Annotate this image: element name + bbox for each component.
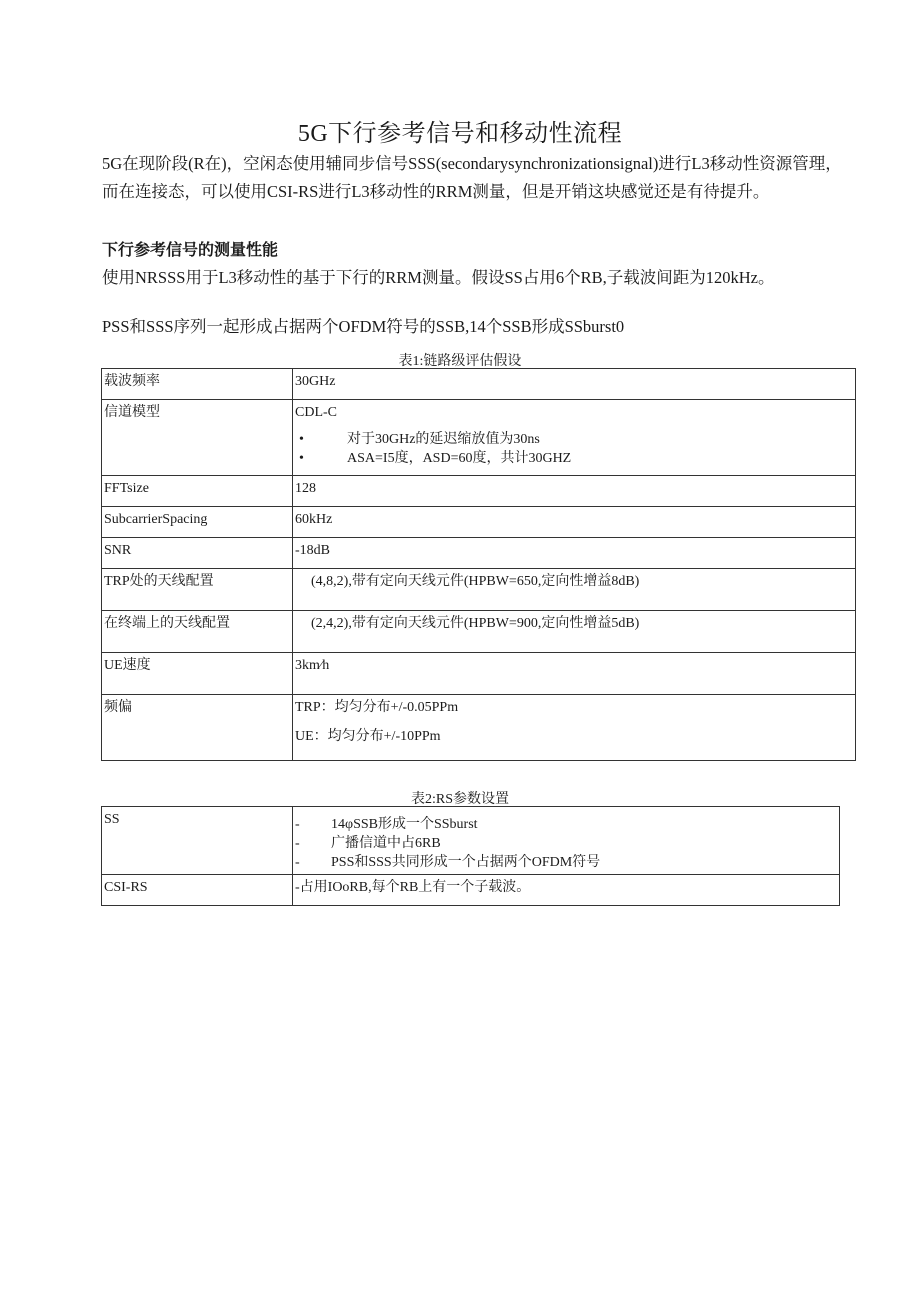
table-cell-label: TRP处的天线配置 <box>102 569 293 611</box>
dash-marker: - <box>295 855 300 870</box>
document-title: 5G下行参考信号和移动性流程 <box>297 121 623 147</box>
table-row <box>102 369 856 400</box>
list-item <box>295 430 853 449</box>
table-cell-value: 60kHz <box>293 507 856 538</box>
table-row <box>102 538 856 569</box>
bullet-marker: • <box>299 451 304 466</box>
table2-caption: 表2:RS参数设置 <box>410 792 509 807</box>
list-item <box>295 815 837 834</box>
table-row <box>102 611 856 653</box>
table-cell-label: FFTsize <box>102 476 293 507</box>
table-cell-value: -18dB <box>293 538 856 569</box>
bullet-text: 对于30GHz的延迟缩放值为30ns <box>347 432 540 447</box>
dash-marker: - <box>295 817 300 832</box>
table-row <box>102 400 856 476</box>
table-cell-value: (4,8,2),带有定向天线元件(HPBW=650,定向性增益8dB) <box>293 569 856 611</box>
link-level-assumptions-table <box>101 368 856 761</box>
table-row <box>102 569 856 611</box>
frequency-offset-trp: TRP：均匀分布+/-0.05PPm <box>295 700 459 715</box>
rs-parameters-table <box>101 806 840 906</box>
channel-model-name: CDL-C <box>295 405 337 420</box>
frequency-offset-ue: UE：均匀分布+/-10PPm <box>295 729 441 744</box>
table-row <box>102 695 856 761</box>
list-item <box>295 449 853 468</box>
list-item <box>295 853 837 872</box>
table-cell-value: -占用IOoRB,每个RB上有一个子载波。 <box>293 875 840 906</box>
table-cell-label: CSI-RS <box>102 875 293 906</box>
table-cell-value <box>293 400 856 476</box>
ssb-paragraph: PSS和SSS序列一起形成占据两个OFDM符号的SSB,14个SSB形成SSburst0 <box>102 317 625 336</box>
table-cell-value <box>293 807 840 875</box>
table-row <box>102 507 856 538</box>
table-row <box>102 653 856 695</box>
table-cell-label: SS <box>102 807 293 875</box>
list-item-text: 14φSSB形成一个SSburst <box>331 817 478 832</box>
table-cell-label: 信道模型 <box>102 400 293 476</box>
bullet-text: ASA=I5度，ASD=60度，共计30GHZ <box>347 451 572 466</box>
section-heading: 下行参考信号的测量性能 <box>102 240 279 259</box>
dash-marker: - <box>295 836 300 851</box>
table-row <box>102 807 840 875</box>
list-item-text: 广播信道中占6RB <box>331 836 441 851</box>
table-cell-label: SNR <box>102 538 293 569</box>
table-cell-label: UE速度 <box>102 653 293 695</box>
table-cell-value: 3km∕h <box>293 653 856 695</box>
table-cell-value: (2,4,2),带有定向天线元件(HPBW=900,定向性增益5dB) <box>293 611 856 653</box>
table-cell-label: 频偏 <box>102 695 293 761</box>
intro-paragraph: 5G在现阶段(R在)，空闲态使用辅同步信号SSS(secondarysynchronizationsignal)进行L3移动性资源管理，而在连接态，可以使用CSI-RS进行L3移动性的RRM测量，但是开销这块感觉还是有待提升。 <box>102 154 842 201</box>
bullet-marker: • <box>299 432 304 447</box>
table-cell-value: 128 <box>293 476 856 507</box>
table-row <box>102 476 856 507</box>
table-cell-value <box>293 695 856 761</box>
table-row <box>102 875 840 906</box>
list-item-text: PSS和SSS共同形成一个占据两个OFDM符号 <box>331 855 601 870</box>
table-cell-label: 在终端上的天线配置 <box>102 611 293 653</box>
table-cell-label: SubcarrierSpacing <box>102 507 293 538</box>
table-cell-label: 载波频率 <box>102 369 293 400</box>
list-item <box>295 834 837 853</box>
table-cell-value: 30GHz <box>293 369 856 400</box>
table1-caption: 表1:链路级评估假设 <box>398 354 522 369</box>
measurement-paragraph: 使用NRSSS用于L3移动性的基于下行的RRM测量。假设SS占用6个RB,子载波间距为120kHz。 <box>102 268 775 287</box>
